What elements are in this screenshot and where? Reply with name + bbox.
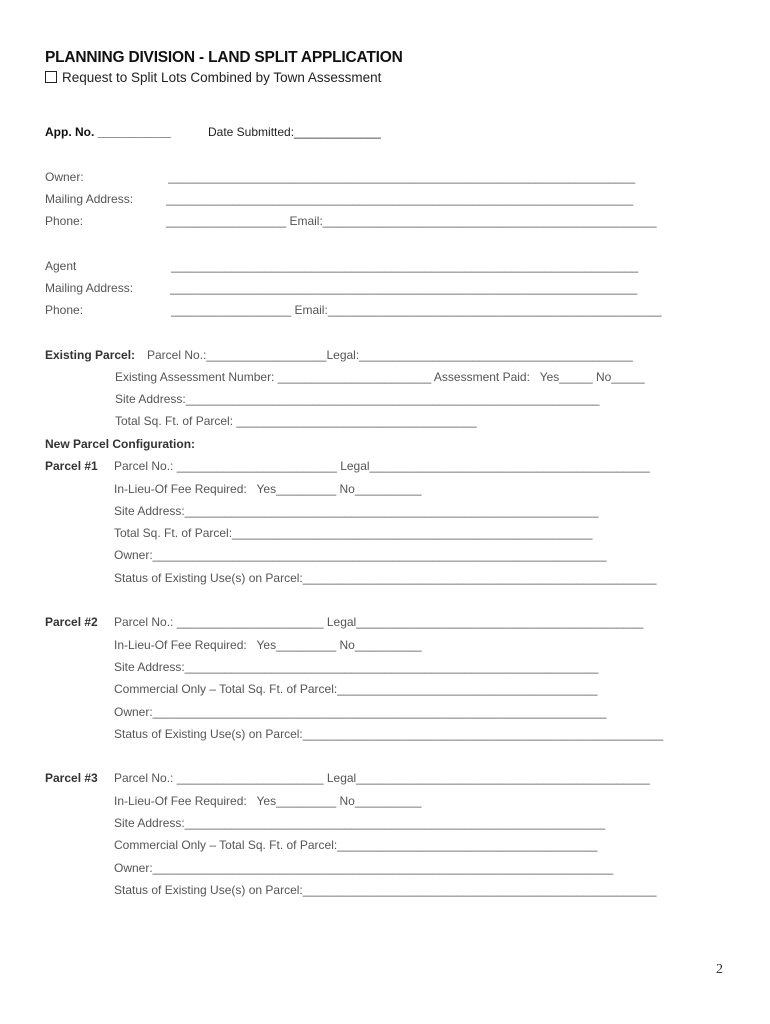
split-request-checkbox-row[interactable] [45, 70, 381, 85]
agent-field[interactable]: ______________________________________________________________________ [171, 259, 639, 273]
existing-parcel-label: Existing Parcel: [45, 348, 136, 362]
parcel1-fee-field[interactable]: In-Lieu-Of Fee Required: Yes_________ No__________ [114, 482, 422, 496]
agent-phone-label: Phone: [45, 303, 84, 317]
agent-phone-email-field[interactable]: __________________ Email:__________________________________________________ [171, 303, 662, 317]
parcel3-status-field[interactable]: Status of Existing Use(s) on Parcel:_____________________________________________________ [114, 883, 657, 897]
owner-phone-email-field[interactable]: __________________ Email:__________________________________________________ [166, 214, 657, 228]
owner-mailing-label: Mailing Address: [45, 192, 134, 206]
parcel2-site-address-field[interactable]: Site Address:______________________________________________________________ [114, 660, 599, 674]
split-request-label: Request to Split Lots Combined by Town Assessment [62, 70, 382, 85]
parcel3-site-address-field[interactable]: Site Address:_______________________________________________________________ [114, 816, 606, 830]
owner-field[interactable]: ______________________________________________________________________ [168, 170, 636, 184]
checkbox-icon[interactable] [45, 71, 57, 83]
parcel2-sqft-field[interactable]: Commercial Only – Total Sq. Ft. of Parcel:_______________________________________ [114, 682, 598, 696]
parcel3-label: Parcel #3 [45, 771, 98, 785]
parcel3-no-legal-field[interactable]: Parcel No.: ______________________ Legal____________________________________________ [114, 771, 650, 785]
app-no-field[interactable]: App. No. ___________ [45, 125, 172, 139]
owner-label: Owner: [45, 170, 84, 184]
parcel1-status-field[interactable]: Status of Existing Use(s) on Parcel:_____________________________________________________ [114, 571, 657, 585]
existing-site-address-field[interactable]: Site Address:______________________________________________________________ [115, 392, 600, 406]
page-number: 2 [716, 962, 723, 977]
new-parcel-config-heading: New Parcel Configuration: [45, 437, 196, 451]
parcel1-no-legal-field[interactable]: Parcel No.: ________________________ Legal__________________________________________ [114, 459, 650, 473]
parcel3-fee-field[interactable]: In-Lieu-Of Fee Required: Yes_________ No__________ [114, 794, 422, 808]
agent-mailing-field[interactable]: ______________________________________________________________________ [170, 281, 638, 295]
parcel1-label: Parcel #1 [45, 459, 98, 473]
agent-mailing-label: Mailing Address: [45, 281, 134, 295]
form-title: PLANNING DIVISION - LAND SPLIT APPLICATION [45, 49, 403, 66]
existing-assessment-field[interactable]: Existing Assessment Number: _______________________ Assessment Paid: Yes_____ No_____ [115, 370, 645, 384]
owner-mailing-field[interactable]: ______________________________________________________________________ [166, 192, 634, 206]
agent-label: Agent [45, 259, 77, 273]
existing-sqft-field[interactable]: Total Sq. Ft. of Parcel: ____________________________________ [115, 414, 477, 428]
existing-parcel-no-legal-field[interactable]: Parcel No.:__________________Legal:_________________________________________ [147, 348, 633, 362]
parcel3-owner-field[interactable]: Owner:_____________________________________________________________________ [114, 861, 614, 875]
parcel2-label: Parcel #2 [45, 615, 98, 629]
parcel3-sqft-field[interactable]: Commercial Only – Total Sq. Ft. of Parcel:_______________________________________ [114, 838, 598, 852]
parcel2-status-field[interactable]: Status of Existing Use(s) on Parcel:______________________________________________________ [114, 727, 664, 741]
parcel2-fee-field[interactable]: In-Lieu-Of Fee Required: Yes_________ No__________ [114, 638, 422, 652]
parcel1-sqft-field[interactable]: Total Sq. Ft. of Parcel:______________________________________________________ [114, 526, 593, 540]
owner-phone-label: Phone: [45, 214, 84, 228]
parcel1-site-address-field[interactable]: Site Address:______________________________________________________________ [114, 504, 599, 518]
parcel2-no-legal-field[interactable]: Parcel No.: ______________________ Legal___________________________________________ [114, 615, 644, 629]
parcel2-owner-field[interactable]: Owner:____________________________________________________________________ [114, 705, 607, 719]
date-submitted-field[interactable]: Date Submitted:_____________ [208, 125, 381, 139]
parcel1-owner-field[interactable]: Owner:____________________________________________________________________ [114, 548, 607, 562]
